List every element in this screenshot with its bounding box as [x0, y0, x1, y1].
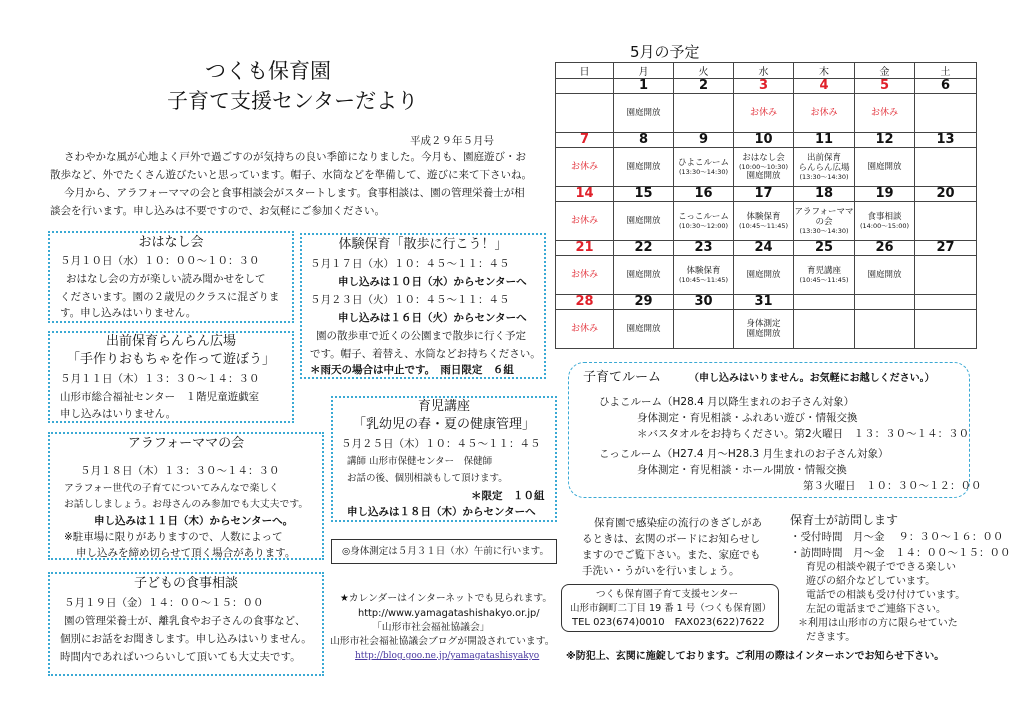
calendar-day-events [614, 148, 674, 187]
hoikushi-line: 遊びの紹介などしています。 [806, 576, 936, 587]
calendar-day-number: 31 [734, 295, 794, 310]
calendar-event: こっこルーム [678, 212, 729, 222]
room-line: ＊バスタオルをお持ちください。第2火曜日 １３：３０～１４：３０ [637, 428, 970, 440]
center-line: つくも保育園子育て支援センター [596, 589, 739, 600]
calendar-day-events [734, 148, 794, 187]
calendar-event: 園庭開放 [746, 329, 781, 339]
arafo-line: アラフォー世代の子育てについてみんなで楽しく [64, 483, 279, 494]
title-line1: つくも保育園 [205, 59, 331, 83]
calendar-day-number: 16 [674, 187, 734, 202]
calendar-event: お休み [870, 108, 898, 118]
calendar-day-events [674, 202, 734, 241]
ikuji-line: ＊限定 １０組 [471, 490, 545, 502]
room-line: 身体測定・育児相談・ホール開放・情報交換 [637, 464, 847, 476]
internet-line: 山形市社会福祉協議会ブログが開設されています。 [330, 636, 555, 647]
calendar-day-events [674, 148, 734, 187]
calendar-event: (10:30～12:00) [678, 222, 729, 230]
calendar-day-number: 24 [734, 241, 794, 256]
title-line2: 子育て支援センターだより [167, 89, 419, 113]
calendar-day-number: 22 [614, 241, 674, 256]
calendar-dow: 金 [855, 63, 915, 79]
calendar-dow: 木 [794, 63, 855, 79]
calendar-event: 育児講座 [806, 266, 841, 276]
calendar-day-number: 9 [674, 133, 734, 148]
taiken-line: 申し込みは１６日（火）からセンターへ [338, 312, 527, 324]
intro-line: さわやかな風が心地よく戸外で過ごすのが気持ちの良い季節になりました。今月も、園庭遊び・お [64, 151, 526, 163]
calendar-day-number [915, 295, 977, 310]
calendar-day-events [915, 256, 977, 295]
calendar-event: (10:45～11:45) [678, 276, 729, 284]
kansen-line: 保育園で感染症の流行のきざしがあ [594, 517, 762, 529]
taiken-line: ＊雨天の場合は中止です。 雨日限定 ６組 [310, 364, 514, 376]
taiken-line: ５月２３日（火）１０：４５～１１：４５ [310, 294, 510, 306]
calendar-event: お休み [570, 162, 598, 172]
ranran-subtitle: 「手作りおもちゃを作って遊ぼう」 [66, 352, 275, 367]
hoikushi-title: 保育士が訪問します [790, 513, 899, 527]
calendar-day-events [855, 148, 915, 187]
calendar [555, 44, 977, 349]
calendar-event: 園庭開放 [626, 162, 661, 172]
ranran-line: 申し込みはいりません。 [60, 408, 177, 420]
ranran-line: ５月１１日（木）１３：３０～１４：３０ [60, 373, 260, 385]
calendar-event: (10:00～10:30) [738, 163, 789, 171]
calendar-event: 体験保育 [746, 212, 781, 222]
room-note: （申し込みはいりません。お気軽にお越しください。） [689, 373, 935, 384]
calendar-day-number: 4 [794, 79, 855, 94]
shokuji-line: ５月１９日（金）１４：００～１５：００ [64, 597, 264, 609]
calendar-day-number: 27 [915, 241, 977, 256]
shokuji-line: 個別にお話をお聞きします。申し込みはいりません。 [60, 633, 312, 645]
calendar-event: アラフォーママ [794, 207, 854, 217]
calendar-day-events [556, 310, 614, 349]
ohanashi-line: ５月１０日（水）１０：００～１０：３０ [60, 255, 260, 267]
calendar-day-events [915, 148, 977, 187]
calendar-day-events [734, 94, 794, 133]
room-box [568, 362, 982, 498]
calendar-day-number: 30 [674, 295, 734, 310]
calendar-day-number: 20 [915, 187, 977, 202]
calendar-day-number: 1 [614, 79, 674, 94]
room-line: 身体測定・育児相談・ふれあい遊び・情報交換 [637, 412, 858, 424]
calendar-event: (13:30～14:30) [678, 168, 729, 176]
calendar-event: 出前保育 [806, 153, 841, 163]
calendar-dow: 土 [915, 63, 977, 79]
hoikushi-line: ・受付時間 月～金 ９：３０～１６：００ [790, 531, 1004, 543]
taiken-title: 体験保育「散歩に行こう！」 [338, 237, 508, 252]
arafo-title: アラフォーママの会 [127, 436, 245, 451]
calendar-event: 園庭開放 [626, 216, 661, 226]
calendar-day-number: 10 [734, 133, 794, 148]
ikuji-title: 育児講座 [417, 399, 470, 414]
calendar-day-number: 17 [734, 187, 794, 202]
taiken-box [300, 233, 546, 379]
calendar-day-events [734, 256, 794, 295]
ikuji-line: 講師 山形市保健センター 保健師 [347, 456, 493, 467]
internet-line: ★カレンダーはインターネットでも見られます。 [340, 593, 553, 604]
room-title: 子育てルーム [583, 370, 662, 385]
internet-line: 「山形市社会福祉協議会」 [372, 622, 490, 633]
calendar-event: 園庭開放 [746, 171, 781, 181]
calendar-day-number: 13 [915, 133, 977, 148]
hoikushi-line: 左記の電話までご連絡下さい。 [806, 604, 946, 615]
calendar-event: (10:45～11:45) [799, 276, 849, 284]
calendar-event: 食事相談 [867, 212, 902, 222]
calendar-event: お休み [570, 270, 598, 280]
calendar-event: ひよこルーム [677, 158, 729, 168]
calendar-event: の会 [815, 217, 833, 227]
calendar-day-number: 7 [556, 133, 614, 148]
calendar-day-number: 19 [855, 187, 915, 202]
calendar-day-events [614, 202, 674, 241]
calendar-event: (10:45～11:45) [738, 222, 789, 230]
kansen-line: 手洗い・うがいを行いましょう。 [582, 565, 740, 577]
issue-date: 平成２９年５月号 [410, 135, 494, 147]
calendar-day-events [614, 94, 674, 133]
arafo-line: ※駐車場に限りがありますので、人数によって [64, 531, 283, 543]
calendar-day-number: 12 [855, 133, 915, 148]
taiken-line: 園の散歩車で近くの公園まで散歩に行く予定 [316, 330, 526, 342]
calendar-event: お休み [749, 108, 777, 118]
taiken-line: です。帽子、着替え、水筒などお持ちください。 [310, 348, 541, 360]
shokuji-title: 子どもの食事相談 [133, 576, 238, 591]
center-box [561, 584, 779, 632]
calendar-day-events [794, 310, 855, 349]
ikuji-line: お話の後、個別相談もして頂けます。 [347, 473, 508, 484]
ranran-line: 山形市総合福祉センター １階児童遊戯室 [60, 391, 260, 403]
blog-link[interactable]: http://blog.goo.ne.jp/yamagatashisyakyo [355, 651, 540, 661]
calendar-day-events [556, 94, 614, 133]
calendar-day-number [556, 79, 614, 94]
calendar-day-events [794, 94, 855, 133]
ikuji-box [331, 396, 557, 522]
calendar-day-number: 25 [794, 241, 855, 256]
calendar-day-events [556, 256, 614, 295]
ikuji-line: 申し込みは１８日（木）からセンターへ [347, 506, 536, 518]
ranran-box [48, 331, 294, 423]
sokutei-text: ◎身体測定は５月３１日（水）午前に行います。 [342, 546, 550, 557]
calendar-day-number: 18 [794, 187, 855, 202]
calendar-day-events [556, 148, 614, 187]
calendar-day-events [674, 94, 734, 133]
ohanashi-title: おはなし会 [138, 235, 204, 250]
ohanashi-line: す。申し込みはいりません。 [60, 307, 197, 319]
hoikushi-line: 育児の相談や親子でできる楽しい [806, 562, 956, 573]
calendar-day-events [734, 202, 794, 241]
calendar-day-number: 28 [556, 295, 614, 310]
intro-line: 散歩など、外でたくさん遊びたいと思っています。帽子、水筒などを準備して、遊びに来て下さいね。 [50, 169, 532, 181]
sokutei-box [331, 539, 557, 564]
calendar-day-number: 3 [734, 79, 794, 94]
calendar-day-number [855, 295, 915, 310]
calendar-day-events [855, 256, 915, 295]
calendar-event: (13:30～14:30) [799, 173, 849, 181]
calendar-event: 園庭開放 [867, 270, 902, 280]
center-line: TEL 023(674)0010 FAX023(622)7622 [572, 617, 765, 628]
calendar-event: お休み [570, 216, 598, 226]
calendar-day-number: 15 [614, 187, 674, 202]
calendar-day-number: 2 [674, 79, 734, 94]
calendar-event: 園庭開放 [626, 270, 661, 280]
calendar-day-events [556, 202, 614, 241]
calendar-title: 5月の予定 [630, 43, 700, 61]
hoikushi-line: 電話での相談も受け付けています。 [806, 590, 966, 601]
calendar-day-events [794, 148, 855, 187]
calendar-day-events [614, 256, 674, 295]
shokuji-box [48, 572, 324, 676]
kansen-line: るときは、玄関のボードにお知らせし [582, 533, 761, 545]
calendar-event: お休み [810, 108, 838, 118]
calendar-day-number: 29 [614, 295, 674, 310]
calendar-dow: 月 [614, 63, 674, 79]
calendar-event: 園庭開放 [626, 324, 661, 334]
calendar-event: らんらん広場 [798, 163, 850, 173]
calendar-day-events [855, 310, 915, 349]
calendar-event: 園庭開放 [626, 108, 661, 118]
calendar-day-events [915, 94, 977, 133]
calendar-day-number: 26 [855, 241, 915, 256]
taiken-line: ５月１７日（水）１０：４５～１１：４５ [310, 258, 510, 270]
calendar-day-events [614, 310, 674, 349]
room-line: こっこルーム（H27.4 月～H28.3 月生まれのお子さん対象） [599, 448, 889, 460]
ohanashi-box [48, 231, 294, 323]
arafo-line: ５月１８日（木）１３：３０～１４：３０ [80, 465, 280, 477]
shokuji-line: 時間内であればいつらいして頂いても大丈夫です。 [60, 651, 301, 663]
calendar-day-number: 14 [556, 187, 614, 202]
calendar-day-number: 11 [794, 133, 855, 148]
kansen-line: ますのでご覧下さい。また、家庭でも [582, 549, 761, 561]
calendar-day-events [674, 310, 734, 349]
calendar-day-events [734, 310, 794, 349]
calendar-event: 身体測定 [746, 319, 781, 329]
arafo-line: 申し込みを締め切らせて頂く場合があります。 [76, 547, 296, 559]
calendar-day-number: 23 [674, 241, 734, 256]
intro-line: 今月から、アラフォーママの会と食事相談会がスタートします。食事相談は、園の管理栄養士が相 [64, 187, 525, 199]
calendar-day-events [794, 202, 855, 241]
ikuji-line: ５月２５日（木）１０：４５～１１：４５ [341, 438, 541, 450]
calendar-day-events [855, 94, 915, 133]
hoikushi-line: だきます。 [806, 632, 856, 643]
calendar-day-events [915, 310, 977, 349]
calendar-day-number [794, 295, 855, 310]
calendar-dow: 水 [734, 63, 794, 79]
center-line: 山形市銅町二丁目 19 番 1 号（つくも保育園） [570, 603, 772, 614]
internet-line: http://www.yamagatashishakyo.or.jp/ [358, 608, 540, 619]
calendar-day-number: 6 [915, 79, 977, 94]
calendar-day-number: 8 [614, 133, 674, 148]
hoikushi-line: ＊利用は山形市の方に限らせていた [798, 618, 958, 629]
arafo-box [48, 432, 324, 560]
calendar-day-events [915, 202, 977, 241]
taiken-line: 申し込みは１０日（水）からセンターへ [338, 276, 527, 288]
calendar-day-events [855, 202, 915, 241]
shokuji-line: 園の管理栄養士が、離乳食やお子さんの食事など、 [64, 615, 306, 627]
calendar-dow: 日 [556, 63, 614, 79]
arafo-line: 申し込みは１１日（木）からセンターへ。 [94, 515, 294, 527]
ohanashi-line: くださいます。園の２歳児のクラスに混ざりま [60, 291, 280, 303]
calendar-event: (14:00～15:00) [859, 222, 910, 230]
ranran-title: 出前保育らんらん広場 [105, 334, 236, 349]
footer-note: ※防犯上、玄関に施錠しております。ご利用の際はインターホンでお知らせ下さい。 [566, 651, 945, 662]
calendar-day-events [794, 256, 855, 295]
calendar-event: おはなし会 [742, 153, 785, 163]
calendar-day-events [674, 256, 734, 295]
room-line: ひよこルーム（H28.4 月以降生まれのお子さん対象） [599, 396, 855, 408]
intro-line: 談会を行います。申し込みは不要ですので、お気軽にご参加ください。 [50, 205, 385, 217]
ohanashi-line: おはなし会の方が楽しい読み聞かせをして [66, 273, 266, 285]
hoikushi-line: ・訪問時間 月～金 １４：００～１５：００ [790, 547, 1011, 559]
calendar-event: (13:30～14:30) [799, 227, 849, 235]
room-line: 第３火曜日 １０：３０～１２：００ [803, 480, 982, 492]
calendar-event: 園庭開放 [867, 162, 902, 172]
ikuji-subtitle: 「乳幼児の春・夏の健康管理」 [352, 417, 535, 432]
calendar-event: 体験保育 [686, 266, 721, 276]
calendar-day-number: 5 [855, 79, 915, 94]
calendar-event: 園庭開放 [746, 270, 781, 280]
arafo-line: お話ししましょう。お母さんのみ参加でも大丈夫です。 [64, 499, 309, 510]
calendar-event: お休み [570, 324, 598, 334]
calendar-day-number: 21 [556, 241, 614, 256]
calendar-dow: 火 [674, 63, 734, 79]
